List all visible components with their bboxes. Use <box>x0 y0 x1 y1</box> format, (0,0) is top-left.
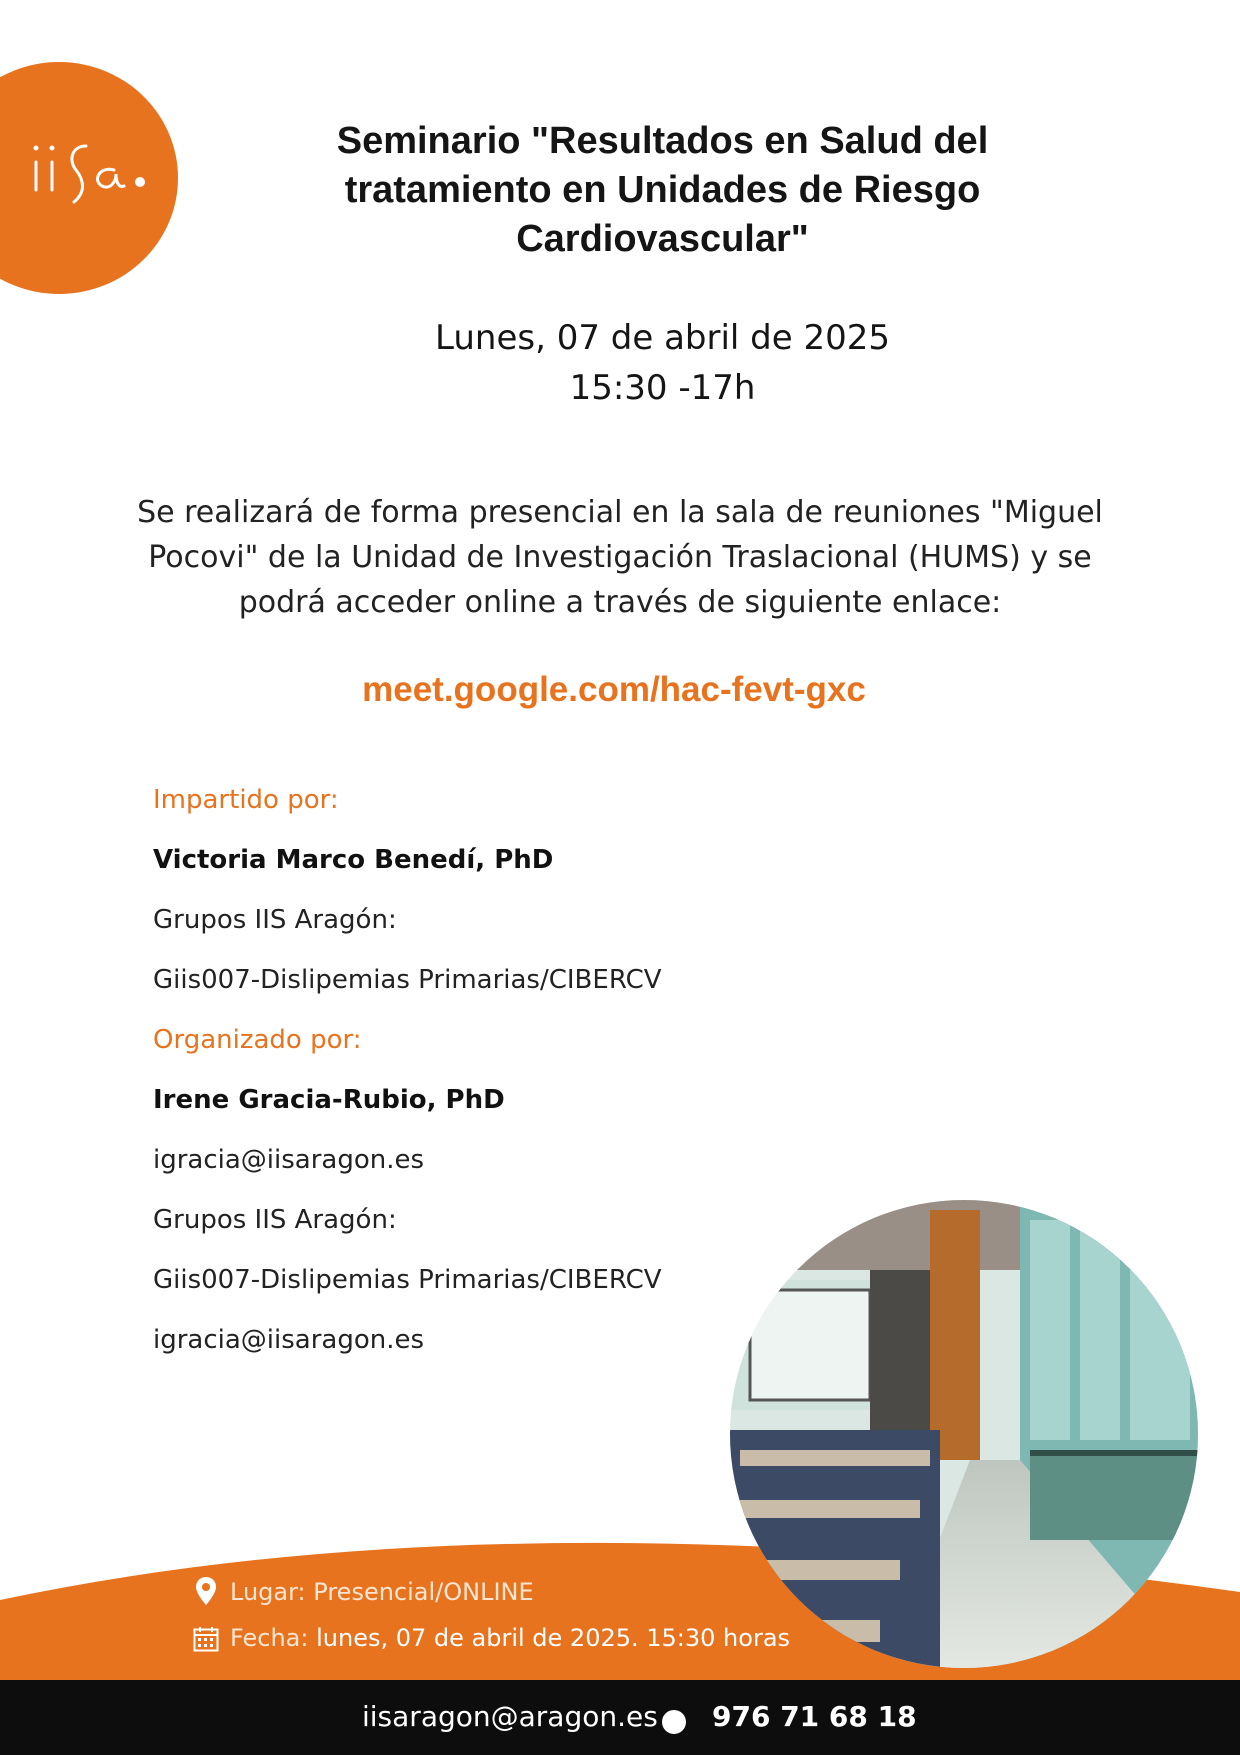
location-pin-icon <box>195 1576 217 1606</box>
contact-phone[interactable]: 976 71 68 18 <box>712 1700 917 1733</box>
iisa-logo <box>28 140 158 230</box>
organizer-email-2[interactable]: igracia@iisaragon.es <box>153 1325 425 1355</box>
seminar-title: Seminario "Resultados en Salud del tratamiento en Unidades de Riesgo Cardiovascular" <box>336 120 989 260</box>
speaker-groups-label: Grupos IIS Aragón: <box>153 905 397 935</box>
footer-place <box>230 1578 534 1606</box>
speaker-name: Victoria Marco Benedí, PhD <box>153 845 554 875</box>
organizer-email[interactable]: igracia@iisaragon.es <box>153 1145 425 1175</box>
organized-heading: Organizado por: <box>153 1025 362 1055</box>
event-description: Se realizará de forma presencial en la sala de reuniones "Miguel Pocovi" de la Unidad de Investigación Traslacional (HUMS) y se podrá acceder online a través de siguiente enlace: <box>137 495 1103 620</box>
organizer-group: Giis007-Dislipemias Primarias/CIBERCV <box>153 1265 662 1295</box>
date-label: Fecha: <box>230 1624 309 1652</box>
contact-email[interactable]: iisaragon@aragon.es <box>362 1700 658 1733</box>
footer-date <box>230 1624 790 1652</box>
organizer-groups-label: Grupos IIS Aragón: <box>153 1205 397 1235</box>
speaker-group: Giis007-Dislipemias Primarias/CIBERCV <box>153 965 662 995</box>
info-block <box>153 780 773 1380</box>
event-date: Lunes, 07 de abril de 2025 <box>435 318 890 358</box>
meet-link[interactable]: meet.google.com/hac-fevt-gxc <box>362 670 866 709</box>
classroom-photo <box>730 1200 1198 1668</box>
place-label: Lugar: <box>230 1578 306 1606</box>
separator-dot-icon <box>662 1710 686 1734</box>
calendar-icon <box>193 1626 219 1652</box>
date-value: lunes, 07 de abril de 2025. 15:30 horas <box>316 1624 791 1652</box>
event-time: 15:30 -17h <box>569 368 756 408</box>
place-value: Presencial/ONLINE <box>313 1578 534 1606</box>
imparted-heading: Impartido por: <box>153 785 339 815</box>
organizer-name: Irene Gracia-Rubio, PhD <box>153 1085 505 1115</box>
